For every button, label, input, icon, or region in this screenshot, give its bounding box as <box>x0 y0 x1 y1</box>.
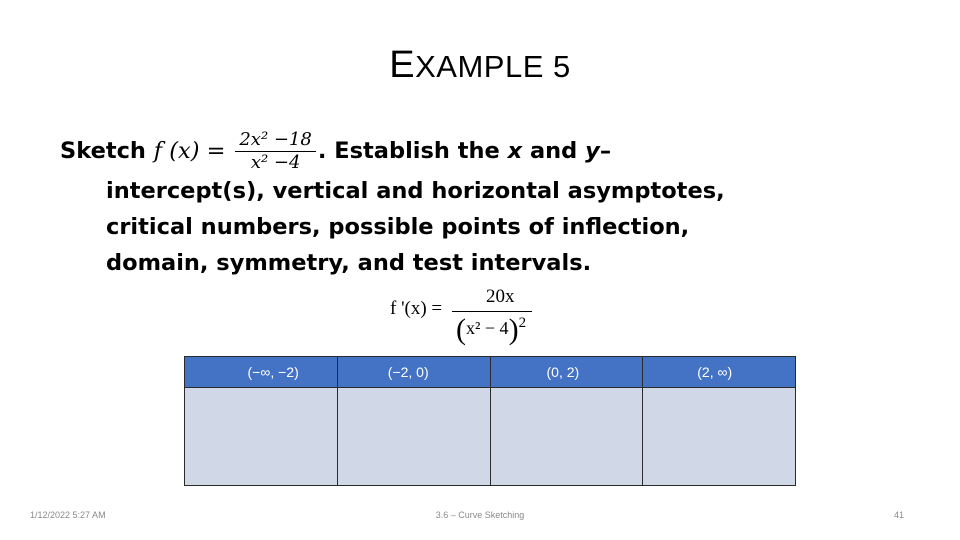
establish-text: . Establish the <box>317 138 500 164</box>
interval-header: (2, ∞) <box>643 357 796 388</box>
derivative-formula <box>386 284 556 344</box>
close-paren: ) <box>508 313 519 346</box>
function-lhs: f (x) = <box>153 138 226 164</box>
title-rest: XAMPLE 5 <box>415 49 571 84</box>
problem-line-3: critical numbers, possible points of inflection, <box>106 214 690 240</box>
y-variable: y <box>585 138 600 164</box>
slide-title <box>0 44 960 87</box>
x-variable: x <box>507 138 523 164</box>
fraction-numerator: 2x² −18 <box>235 130 316 152</box>
footer-date: 1/12/2022 5:27 AM <box>30 510 106 520</box>
fraction-denominator: x² −4 <box>250 152 301 173</box>
function-fraction <box>235 130 316 173</box>
interval-header: (−∞, −2) <box>185 357 338 388</box>
denominator-power: 2 <box>518 315 527 331</box>
test-interval-table <box>184 356 796 486</box>
interval-header: (0, 2) <box>490 357 643 388</box>
interval-header: (−2, 0) <box>337 357 490 388</box>
problem-line-2: intercept(s), vertical and horizontal asymptotes, <box>106 178 725 204</box>
interval-cell <box>643 388 796 486</box>
interval-cell <box>185 388 338 486</box>
and-word: and <box>529 138 578 164</box>
title-first-letter: E <box>389 44 416 86</box>
open-paren: ( <box>456 313 466 346</box>
sketch-word: Sketch <box>60 138 146 164</box>
interval-body-row <box>185 388 796 486</box>
problem-line-1 <box>60 130 880 173</box>
interval-cell <box>337 388 490 486</box>
interval-header-row <box>185 357 796 388</box>
fraction-bar <box>452 311 532 312</box>
derivative-denominator <box>456 315 526 344</box>
interval-cell <box>490 388 643 486</box>
slide-number: 41 <box>893 510 904 520</box>
derivative-lhs: f '(x) = <box>390 298 443 319</box>
derivative-numerator: 20x <box>486 286 515 307</box>
denominator-inner: x² − 4 <box>466 318 509 338</box>
dash: – <box>599 138 612 164</box>
problem-line-4: domain, symmetry, and test intervals. <box>106 250 592 276</box>
problem-statement <box>60 130 880 281</box>
footer-title: 3.6 – Curve Sketching <box>435 510 525 520</box>
